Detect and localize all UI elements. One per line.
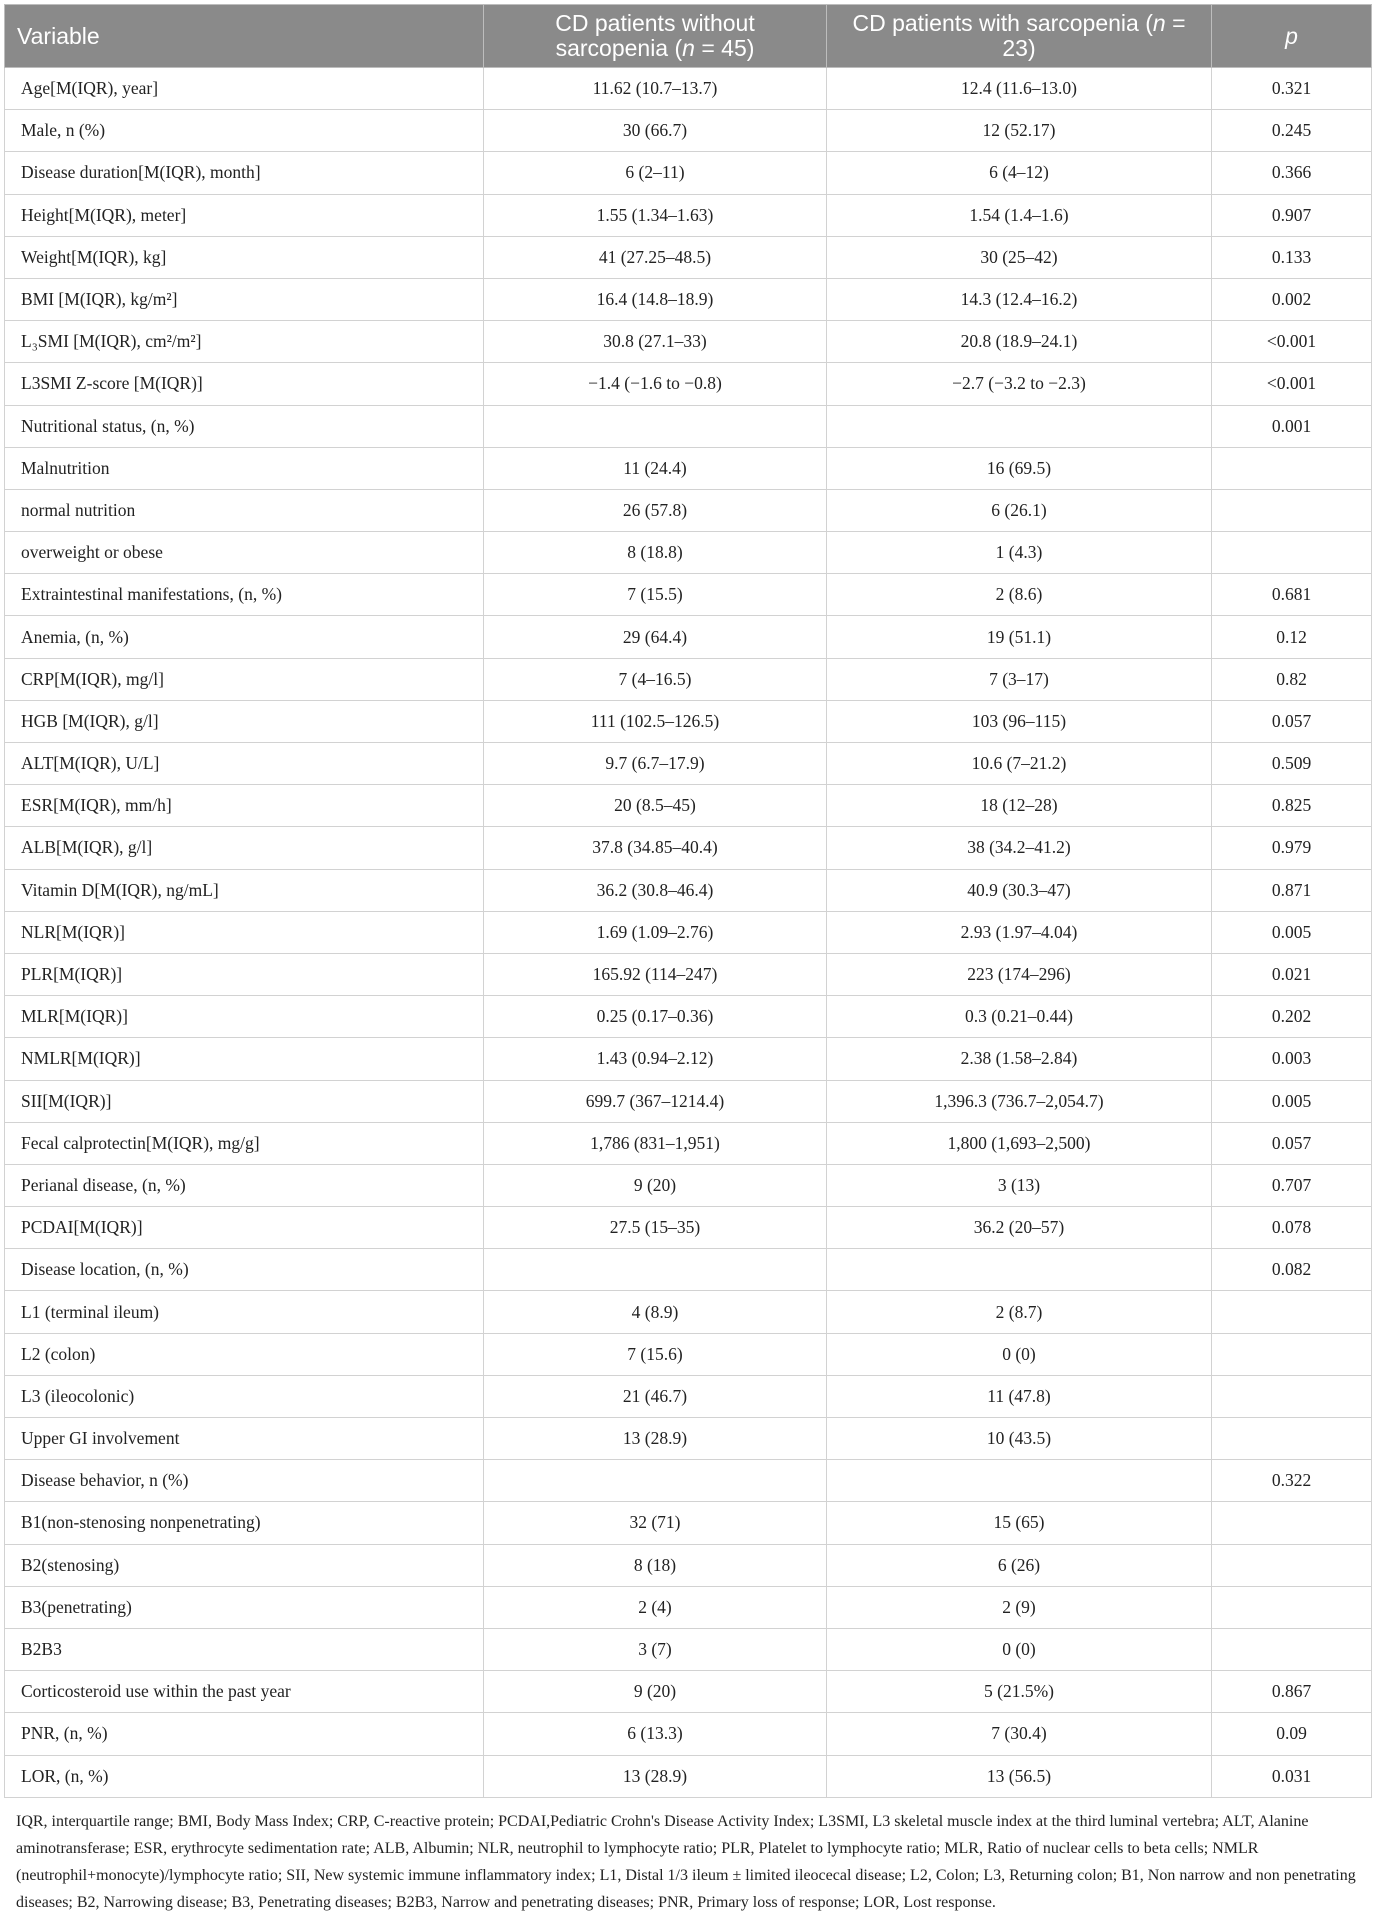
table-row — [5, 489, 1372, 531]
with-sarcopenia-cell: 14.3 (12.4–16.2) — [827, 278, 1212, 320]
with-sarcopenia-cell: 2.93 (1.97–4.04) — [827, 911, 1212, 953]
with-sarcopenia-cell: 18 (12–28) — [827, 785, 1212, 827]
variable-cell: L2 (colon) — [5, 1333, 484, 1375]
without-sarcopenia-cell — [484, 1249, 827, 1291]
without-sarcopenia-cell: 20 (8.5–45) — [484, 785, 827, 827]
without-sarcopenia-cell: 3 (7) — [484, 1628, 827, 1670]
p-value-cell — [1212, 1418, 1372, 1460]
with-sarcopenia-cell: 2 (8.6) — [827, 574, 1212, 616]
with-sarcopenia-cell: 2 (9) — [827, 1586, 1212, 1628]
p-value-cell: 0.082 — [1212, 1249, 1372, 1291]
table-row — [5, 363, 1372, 405]
table-row — [5, 68, 1372, 110]
p-value-cell: 0.366 — [1212, 152, 1372, 194]
p-value-cell — [1212, 1502, 1372, 1544]
with-sarcopenia-cell: 11 (47.8) — [827, 1375, 1212, 1417]
table-body — [5, 68, 1372, 1798]
variable-cell: Extraintestinal manifestations, (n, %) — [5, 574, 484, 616]
table-row — [5, 1333, 1372, 1375]
with-sarcopenia-cell: 19 (51.1) — [827, 616, 1212, 658]
header-group2-label: CD patients with sarcopenia ( — [852, 10, 1153, 36]
variable-cell: Weight[M(IQR), kg] — [5, 236, 484, 278]
without-sarcopenia-cell: 4 (8.9) — [484, 1291, 827, 1333]
table-row — [5, 1755, 1372, 1797]
variable-cell: Malnutrition — [5, 447, 484, 489]
p-value-cell: 0.825 — [1212, 785, 1372, 827]
without-sarcopenia-cell: 11.62 (10.7–13.7) — [484, 68, 827, 110]
with-sarcopenia-cell: 10.6 (7–21.2) — [827, 743, 1212, 785]
with-sarcopenia-cell: 1 (4.3) — [827, 532, 1212, 574]
without-sarcopenia-cell: 16.4 (14.8–18.9) — [484, 278, 827, 320]
p-value-cell — [1212, 1333, 1372, 1375]
p-value-cell: 0.979 — [1212, 827, 1372, 869]
variable-cell: normal nutrition — [5, 489, 484, 531]
table-row — [5, 1291, 1372, 1333]
with-sarcopenia-cell: 0 (0) — [827, 1333, 1212, 1375]
p-value-cell: 0.005 — [1212, 1080, 1372, 1122]
header-p-value — [1212, 5, 1372, 68]
variable-cell: Disease location, (n, %) — [5, 1249, 484, 1291]
with-sarcopenia-cell: 1.54 (1.4–1.6) — [827, 194, 1212, 236]
p-value-cell: 0.133 — [1212, 236, 1372, 278]
without-sarcopenia-cell: 2 (4) — [484, 1586, 827, 1628]
without-sarcopenia-cell: 699.7 (367–1214.4) — [484, 1080, 827, 1122]
without-sarcopenia-cell: 30 (66.7) — [484, 110, 827, 152]
table-row — [5, 1586, 1372, 1628]
with-sarcopenia-cell: 0 (0) — [827, 1628, 1212, 1670]
p-value-cell — [1212, 1291, 1372, 1333]
header-group-without-sarcopenia — [484, 5, 827, 68]
variable-cell: Corticosteroid use within the past year — [5, 1671, 484, 1713]
table-row — [5, 1375, 1372, 1417]
table-row — [5, 447, 1372, 489]
p-value-cell: 0.509 — [1212, 743, 1372, 785]
p-value-cell: 0.245 — [1212, 110, 1372, 152]
p-value-cell: 0.003 — [1212, 1038, 1372, 1080]
variable-cell: Vitamin D[M(IQR), ng/mL] — [5, 869, 484, 911]
table-row — [5, 700, 1372, 742]
variable-cell: L1 (terminal ileum) — [5, 1291, 484, 1333]
with-sarcopenia-cell: 12.4 (11.6–13.0) — [827, 68, 1212, 110]
header-group1-label: CD patients without sarcopenia ( — [555, 10, 755, 61]
table-row — [5, 405, 1372, 447]
variable-cell: PCDAI[M(IQR)] — [5, 1207, 484, 1249]
without-sarcopenia-cell: 111 (102.5–126.5) — [484, 700, 827, 742]
with-sarcopenia-cell: 5 (21.5%) — [827, 1671, 1212, 1713]
table-row — [5, 953, 1372, 995]
without-sarcopenia-cell: 1.55 (1.34–1.63) — [484, 194, 827, 236]
header-row — [5, 5, 1372, 68]
variable-cell: ALB[M(IQR), g/l] — [5, 827, 484, 869]
header-group2-count: = 23) — [1002, 10, 1186, 61]
with-sarcopenia-cell: 38 (34.2–41.2) — [827, 827, 1212, 869]
variable-cell: Height[M(IQR), meter] — [5, 194, 484, 236]
without-sarcopenia-cell: 7 (15.5) — [484, 574, 827, 616]
header-group1-n: n — [682, 35, 695, 61]
without-sarcopenia-cell: 29 (64.4) — [484, 616, 827, 658]
with-sarcopenia-cell: 36.2 (20–57) — [827, 1207, 1212, 1249]
variable-cell: B1(non-stenosing nonpenetrating) — [5, 1502, 484, 1544]
variable-cell: BMI [M(IQR), kg/m²] — [5, 278, 484, 320]
table-row — [5, 110, 1372, 152]
p-value-cell: 0.002 — [1212, 278, 1372, 320]
table-container — [4, 4, 1371, 1916]
p-value-cell: 0.907 — [1212, 194, 1372, 236]
table-header — [5, 5, 1372, 68]
table-row — [5, 616, 1372, 658]
p-value-cell: 0.12 — [1212, 616, 1372, 658]
without-sarcopenia-cell: 32 (71) — [484, 1502, 827, 1544]
table-row — [5, 152, 1372, 194]
with-sarcopenia-cell: 2.38 (1.58–2.84) — [827, 1038, 1212, 1080]
variable-cell: SII[M(IQR)] — [5, 1080, 484, 1122]
p-value-cell: 0.021 — [1212, 953, 1372, 995]
header-group-with-sarcopenia — [827, 5, 1212, 68]
header-variable: Variable — [5, 5, 484, 68]
p-value-cell — [1212, 1544, 1372, 1586]
without-sarcopenia-cell — [484, 405, 827, 447]
table-row — [5, 321, 1372, 363]
without-sarcopenia-cell: 165.92 (114–247) — [484, 953, 827, 995]
p-value-cell: 0.09 — [1212, 1713, 1372, 1755]
p-value-cell — [1212, 489, 1372, 531]
without-sarcopenia-cell: 9 (20) — [484, 1164, 827, 1206]
variable-cell: HGB [M(IQR), g/l] — [5, 700, 484, 742]
variable-cell: ESR[M(IQR), mm/h] — [5, 785, 484, 827]
table-row — [5, 194, 1372, 236]
variable-cell: overweight or obese — [5, 532, 484, 574]
table-row — [5, 1164, 1372, 1206]
with-sarcopenia-cell: 7 (30.4) — [827, 1713, 1212, 1755]
table-row — [5, 1122, 1372, 1164]
without-sarcopenia-cell: 41 (27.25–48.5) — [484, 236, 827, 278]
with-sarcopenia-cell: 223 (174–296) — [827, 953, 1212, 995]
without-sarcopenia-cell: 8 (18) — [484, 1544, 827, 1586]
without-sarcopenia-cell: 27.5 (15–35) — [484, 1207, 827, 1249]
p-value-cell — [1212, 532, 1372, 574]
p-value-cell: 0.031 — [1212, 1755, 1372, 1797]
without-sarcopenia-cell: 7 (15.6) — [484, 1333, 827, 1375]
table-row — [5, 1038, 1372, 1080]
variable-cell: L3SMI Z-score [M(IQR)] — [5, 363, 484, 405]
with-sarcopenia-cell: 20.8 (18.9–24.1) — [827, 321, 1212, 363]
p-value-cell: <0.001 — [1212, 363, 1372, 405]
variable-cell: B3(penetrating) — [5, 1586, 484, 1628]
p-value-cell — [1212, 1628, 1372, 1670]
with-sarcopenia-cell: 2 (8.7) — [827, 1291, 1212, 1333]
without-sarcopenia-cell: 13 (28.9) — [484, 1418, 827, 1460]
p-value-cell: 0.707 — [1212, 1164, 1372, 1206]
p-value-cell: 0.057 — [1212, 1122, 1372, 1164]
variable-cell: Upper GI involvement — [5, 1418, 484, 1460]
p-value-cell: 0.322 — [1212, 1460, 1372, 1502]
header-p-label: p — [1285, 22, 1298, 49]
without-sarcopenia-cell: 30.8 (27.1–33) — [484, 321, 827, 363]
variable-cell: Perianal disease, (n, %) — [5, 1164, 484, 1206]
p-value-cell: 0.005 — [1212, 911, 1372, 953]
variable-cell: Disease duration[M(IQR), month] — [5, 152, 484, 194]
variable-cell: L3 (ileocolonic) — [5, 1375, 484, 1417]
without-sarcopenia-cell: 36.2 (30.8–46.4) — [484, 869, 827, 911]
header-group1-count: = 45) — [694, 35, 755, 61]
p-value-cell — [1212, 447, 1372, 489]
variable-cell: ALT[M(IQR), U/L] — [5, 743, 484, 785]
p-value-cell — [1212, 1375, 1372, 1417]
with-sarcopenia-cell: 15 (65) — [827, 1502, 1212, 1544]
with-sarcopenia-cell — [827, 1249, 1212, 1291]
variable-cell: MLR[M(IQR)] — [5, 996, 484, 1038]
without-sarcopenia-cell: 1.43 (0.94–2.12) — [484, 1038, 827, 1080]
p-value-cell: 0.202 — [1212, 996, 1372, 1038]
variable-cell: Age[M(IQR), year] — [5, 68, 484, 110]
p-value-cell: 0.057 — [1212, 700, 1372, 742]
table-row — [5, 911, 1372, 953]
with-sarcopenia-cell: 1,800 (1,693–2,500) — [827, 1122, 1212, 1164]
with-sarcopenia-cell: 13 (56.5) — [827, 1755, 1212, 1797]
without-sarcopenia-cell: 9 (20) — [484, 1671, 827, 1713]
p-value-cell: 0.078 — [1212, 1207, 1372, 1249]
without-sarcopenia-cell: 1,786 (831–1,951) — [484, 1122, 827, 1164]
table-row — [5, 1249, 1372, 1291]
with-sarcopenia-cell: 3 (13) — [827, 1164, 1212, 1206]
with-sarcopenia-cell: 6 (4–12) — [827, 152, 1212, 194]
with-sarcopenia-cell: 12 (52.17) — [827, 110, 1212, 152]
table-row — [5, 1671, 1372, 1713]
with-sarcopenia-cell: −2.7 (−3.2 to −2.3) — [827, 363, 1212, 405]
with-sarcopenia-cell: 7 (3–17) — [827, 658, 1212, 700]
characteristics-table — [4, 4, 1372, 1798]
table-row — [5, 1080, 1372, 1122]
p-value-cell: 0.871 — [1212, 869, 1372, 911]
p-value-cell: 0.321 — [1212, 68, 1372, 110]
table-row — [5, 278, 1372, 320]
variable-cell: Male, n (%) — [5, 110, 484, 152]
table-row — [5, 532, 1372, 574]
without-sarcopenia-cell: 9.7 (6.7–17.9) — [484, 743, 827, 785]
p-value-cell: 0.681 — [1212, 574, 1372, 616]
variable-cell: Fecal calprotectin[M(IQR), mg/g] — [5, 1122, 484, 1164]
without-sarcopenia-cell: 7 (4–16.5) — [484, 658, 827, 700]
table-row — [5, 1713, 1372, 1755]
table-row — [5, 1207, 1372, 1249]
p-value-cell: 0.001 — [1212, 405, 1372, 447]
variable-cell: PLR[M(IQR)] — [5, 953, 484, 995]
with-sarcopenia-cell: 30 (25–42) — [827, 236, 1212, 278]
p-value-cell — [1212, 1586, 1372, 1628]
without-sarcopenia-cell — [484, 1460, 827, 1502]
variable-cell: PNR, (n, %) — [5, 1713, 484, 1755]
table-row — [5, 236, 1372, 278]
variable-cell: Anemia, (n, %) — [5, 616, 484, 658]
without-sarcopenia-cell: 0.25 (0.17–0.36) — [484, 996, 827, 1038]
table-row — [5, 1544, 1372, 1586]
p-value-cell: 0.867 — [1212, 1671, 1372, 1713]
without-sarcopenia-cell: 11 (24.4) — [484, 447, 827, 489]
without-sarcopenia-cell: 8 (18.8) — [484, 532, 827, 574]
with-sarcopenia-cell: 1,396.3 (736.7–2,054.7) — [827, 1080, 1212, 1122]
without-sarcopenia-cell: 13 (28.9) — [484, 1755, 827, 1797]
without-sarcopenia-cell: 37.8 (34.85–40.4) — [484, 827, 827, 869]
without-sarcopenia-cell: 26 (57.8) — [484, 489, 827, 531]
without-sarcopenia-cell: 1.69 (1.09–2.76) — [484, 911, 827, 953]
variable-cell: B2(stenosing) — [5, 1544, 484, 1586]
table-row — [5, 1418, 1372, 1460]
with-sarcopenia-cell: 16 (69.5) — [827, 447, 1212, 489]
with-sarcopenia-cell: 10 (43.5) — [827, 1418, 1212, 1460]
with-sarcopenia-cell: 6 (26) — [827, 1544, 1212, 1586]
variable-cell: L₃SMI [M(IQR), cm²/m²] — [5, 321, 484, 363]
without-sarcopenia-cell: 6 (13.3) — [484, 1713, 827, 1755]
variable-cell: LOR, (n, %) — [5, 1755, 484, 1797]
with-sarcopenia-cell: 40.9 (30.3–47) — [827, 869, 1212, 911]
table-row — [5, 869, 1372, 911]
with-sarcopenia-cell — [827, 1460, 1212, 1502]
table-row — [5, 827, 1372, 869]
variable-cell: CRP[M(IQR), mg/l] — [5, 658, 484, 700]
table-row — [5, 785, 1372, 827]
variable-cell: Disease behavior, n (%) — [5, 1460, 484, 1502]
table-row — [5, 1628, 1372, 1670]
table-footnote: IQR, interquartile range; BMI, Body Mass Index; CRP, C-reactive protein; PCDAI,Pediatric Crohn's Disease Activity Index; L3SMI, L3 skeletal muscle index at the third luminal vertebra; ALT, Alanine aminotransferase; ESR, erythrocyte sedimentation rate; ALB, Albumin; NLR, neutrophil to lymphocyte ratio; PLR, Platelet to lymphocyte ratio; MLR, Ratio of nuclear cells to beta cells; NMLR (neutrophil+monocyte)/lymphocyte ratio; SII, New systemic immune inflammatory index; L1, Distal 1/3 ileum ± limited ileocecal disease; L2, Colon; L3, Returning colon; B1, Non narrow and non penetrating diseases; B2, Narrowing disease; B3, Penetrating diseases; B2B3, Narrow and penetrating diseases; PNR, Primary loss of response; LOR, Lost response. — [16, 1812, 1356, 1911]
without-sarcopenia-cell: 21 (46.7) — [484, 1375, 827, 1417]
table-row — [5, 1502, 1372, 1544]
with-sarcopenia-cell: 103 (96–115) — [827, 700, 1212, 742]
p-value-cell: 0.82 — [1212, 658, 1372, 700]
table-row — [5, 996, 1372, 1038]
with-sarcopenia-cell: 0.3 (0.21–0.44) — [827, 996, 1212, 1038]
variable-cell: B2B3 — [5, 1628, 484, 1670]
variable-cell: NLR[M(IQR)] — [5, 911, 484, 953]
p-value-cell: <0.001 — [1212, 321, 1372, 363]
without-sarcopenia-cell: 6 (2–11) — [484, 152, 827, 194]
with-sarcopenia-cell — [827, 405, 1212, 447]
table-row — [5, 743, 1372, 785]
with-sarcopenia-cell: 6 (26.1) — [827, 489, 1212, 531]
header-group2-n: n — [1152, 10, 1166, 36]
table-row — [5, 1460, 1372, 1502]
without-sarcopenia-cell: −1.4 (−1.6 to −0.8) — [484, 363, 827, 405]
table-row — [5, 658, 1372, 700]
variable-cell: Nutritional status, (n, %) — [5, 405, 484, 447]
table-row — [5, 574, 1372, 616]
variable-cell: NMLR[M(IQR)] — [5, 1038, 484, 1080]
